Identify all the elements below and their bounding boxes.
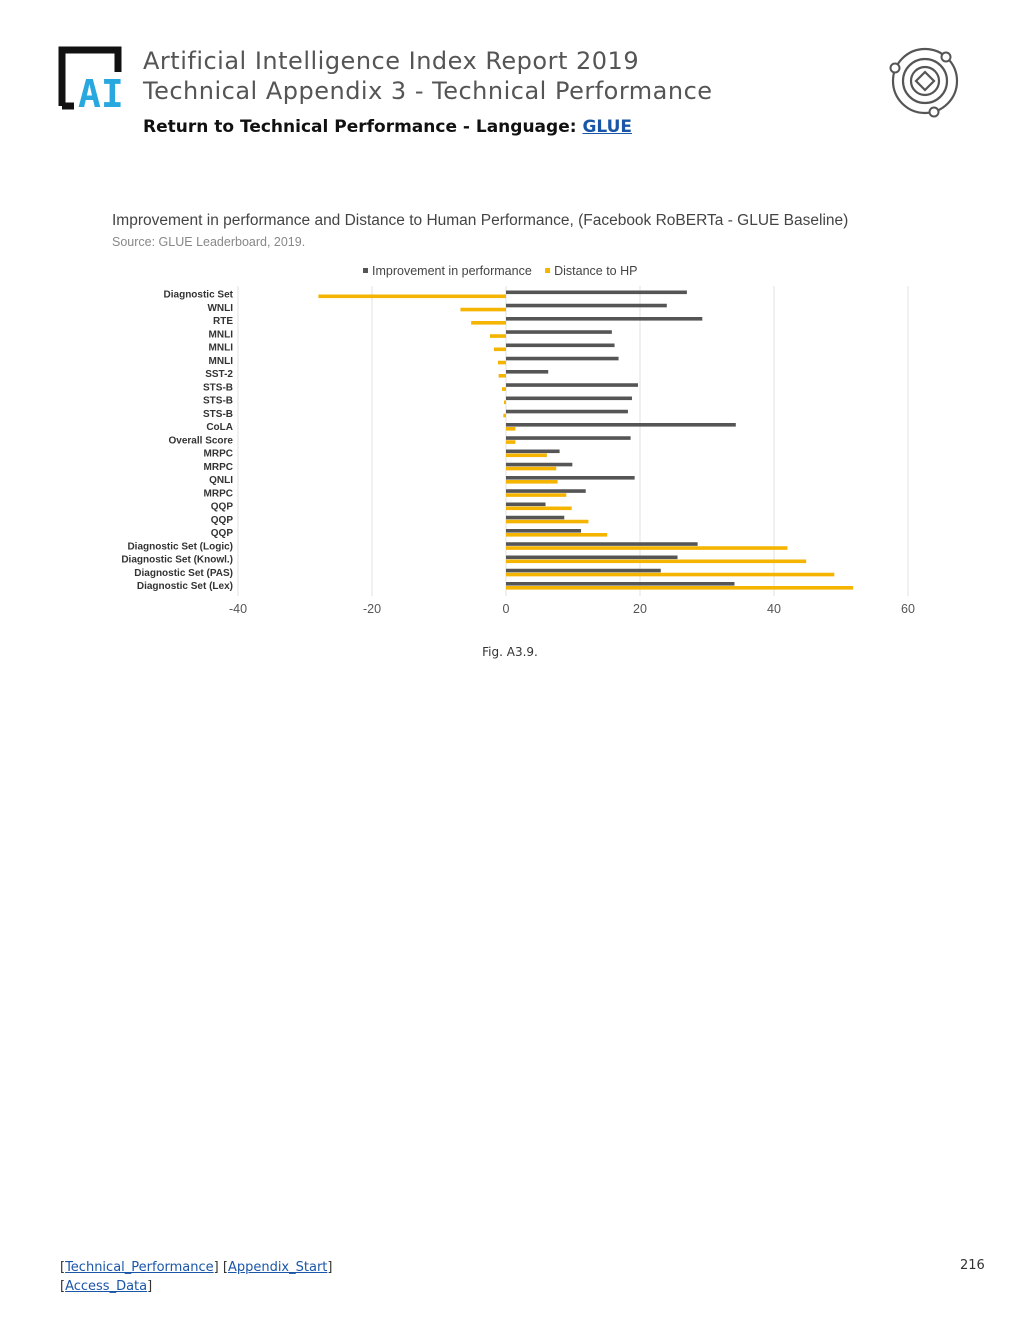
category-label: WNLI	[207, 302, 233, 314]
return-prefix: Return to Technical Performance - Language:	[143, 117, 583, 137]
bar	[502, 387, 506, 391]
legend-label: Improvement in performance	[372, 264, 532, 278]
category-label: MNLI	[208, 342, 233, 354]
bar	[506, 397, 632, 401]
x-tick-label: 0	[502, 602, 510, 616]
bar	[506, 542, 698, 546]
bar-chart	[0, 255, 1020, 625]
bar	[506, 291, 687, 295]
category-label: MRPC	[203, 461, 233, 473]
category-label: MNLI	[208, 329, 233, 341]
category-label: STS-B	[203, 408, 233, 420]
category-label: STS-B	[203, 395, 233, 407]
bar	[506, 440, 515, 444]
bar	[506, 520, 588, 524]
report-title-line1: Artificial Intelligence Index Report 2019	[143, 47, 640, 75]
bar	[506, 454, 547, 458]
x-tick-label: -20	[362, 602, 382, 616]
bar	[506, 427, 515, 431]
category-label: QQP	[210, 514, 233, 526]
bar	[506, 582, 734, 586]
technical-performance-link[interactable]: Technical_Performance	[65, 1260, 214, 1275]
report-title-line2: Technical Appendix 3 - Technical Performance	[143, 77, 713, 105]
bar	[506, 467, 556, 471]
bar	[506, 450, 560, 454]
legend-swatch	[545, 268, 550, 273]
x-tick-label: 40	[767, 602, 781, 616]
category-label: STS-B	[203, 382, 233, 394]
bar	[506, 586, 853, 590]
bar	[506, 383, 638, 387]
bar	[506, 410, 628, 414]
category-label: MNLI	[208, 355, 233, 367]
bar	[494, 348, 506, 352]
chart-source: Source: GLUE Leaderboard, 2019.	[112, 235, 306, 249]
bar	[506, 493, 566, 497]
bar	[506, 344, 615, 348]
page-number: 216	[960, 1258, 985, 1273]
ai-index-logo	[58, 46, 130, 110]
glue-link[interactable]: GLUE	[582, 117, 633, 137]
legend-swatch	[363, 268, 368, 273]
category-label: RTE	[213, 316, 233, 327]
category-label: Overall Score	[168, 435, 233, 447]
bar	[506, 533, 607, 537]
bar	[506, 463, 572, 467]
bar	[506, 516, 564, 520]
footer-links: [Technical_Performance] [Appendix_Start] [Access_Data]	[60, 1260, 333, 1294]
category-label: Diagnostic Set (Logic)	[127, 541, 233, 553]
bar	[506, 569, 661, 573]
bar	[506, 480, 558, 484]
x-tick-label: -40	[228, 602, 248, 616]
figure-caption: Fig. A3.9.	[482, 645, 538, 659]
category-label: QQP	[210, 501, 233, 513]
bar	[503, 414, 506, 418]
bar	[490, 334, 506, 338]
bar	[506, 436, 631, 440]
category-label: Diagnostic Set (Knowl.)	[121, 554, 233, 566]
category-label: QQP	[210, 528, 233, 539]
appendix-start-link[interactable]: Appendix_Start	[227, 1260, 328, 1275]
category-label: Diagnostic Set (Lex)	[136, 581, 233, 592]
bar	[506, 556, 678, 560]
bar	[506, 489, 586, 493]
bar	[506, 507, 572, 511]
category-label: MRPC	[203, 448, 233, 460]
category-label: SST-2	[205, 369, 233, 380]
x-tick-label: 20	[633, 602, 647, 616]
bar	[504, 401, 506, 405]
bar	[506, 529, 581, 533]
bar	[506, 304, 667, 308]
bar	[471, 321, 506, 325]
bar	[506, 503, 546, 507]
category-label: QNLI	[209, 475, 233, 486]
category-label: MRPC	[203, 488, 233, 500]
access-data-link[interactable]: Access_Data	[65, 1279, 148, 1294]
logo-lettering: AI	[78, 72, 124, 110]
bar	[506, 330, 612, 334]
bar	[506, 370, 548, 374]
return-line	[143, 117, 632, 137]
bar	[499, 374, 506, 378]
category-label: CoLA	[206, 422, 233, 433]
x-tick-label: 60	[901, 602, 915, 616]
bar	[506, 546, 787, 550]
bar	[318, 295, 506, 299]
legend-label: Distance to HP	[554, 264, 638, 278]
bar	[506, 317, 702, 321]
category-label: Diagnostic Set	[163, 289, 233, 301]
chart-title: Improvement in performance and Distance to Human Performance, (Facebook RoBERTa - GLUE Baseline)	[112, 212, 849, 229]
category-label: Diagnostic Set (PAS)	[134, 567, 233, 579]
bar	[506, 357, 619, 361]
bar	[506, 573, 834, 577]
orbit-emblem-icon	[888, 46, 962, 120]
bar	[506, 476, 635, 480]
bar	[460, 308, 506, 312]
bar	[506, 560, 806, 564]
bar	[498, 361, 506, 365]
bar	[506, 423, 736, 427]
report-title	[143, 46, 713, 106]
